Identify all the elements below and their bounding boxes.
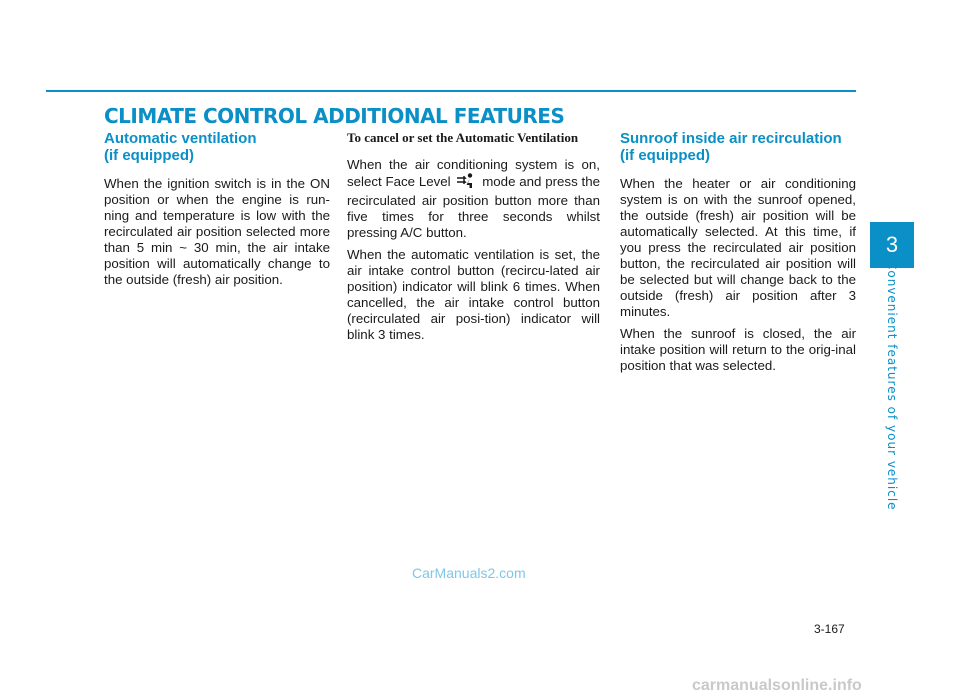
cancel-set-text-before-icon: When the air conditioning system is on, select Face Level xyxy=(347,157,600,189)
cancel-set-paragraph-2: When the automatic ventilation is set, the air intake control button (recircu-lated air position) indicator will blink 6 times. When cancelled, the air intake control button (recirculated air posi-tion) indicator will blink 3 times. xyxy=(347,247,600,342)
sunroof-paragraph-1: When the heater or air conditioning system is on with the sunroof opened, the outside (fresh) air position will be automatically selected. At this time, if you press the recirculated air position button, the recirculated air position will be selected but will change back to the outside (fresh) air position after 3 minutes. xyxy=(620,176,856,319)
automatic-ventilation-heading xyxy=(104,130,330,164)
face-level-mode-icon xyxy=(456,173,476,193)
column-automatic-ventilation xyxy=(104,130,330,294)
chapter-number: 3 xyxy=(885,232,899,257)
column-cancel-set xyxy=(347,130,600,349)
sunroof-heading-line2: (if equipped) xyxy=(620,147,710,164)
cancel-set-text-after-icon: mode and press the recirculated air position button more than five times for three seconds whilst pressing A/C button. xyxy=(347,174,600,240)
chapter-label-container xyxy=(870,261,914,511)
cancel-set-heading: To cancel or set the Automatic Ventilation xyxy=(347,130,579,145)
automatic-ventilation-heading-line1: Automatic ventilation xyxy=(104,130,257,147)
column-sunroof xyxy=(620,130,856,380)
cancel-set-paragraph-1 xyxy=(347,157,600,241)
page-number: 3-167 xyxy=(814,622,845,636)
automatic-ventilation-heading-line2: (if equipped) xyxy=(104,147,194,164)
sunroof-paragraph-2: When the sunroof is closed, the air intake position will return to the orig-inal position that was selected. xyxy=(620,326,856,373)
automatic-ventilation-paragraph: When the ignition switch is in the ON position or when the engine is run-ning and temperature is low with the recirculated air position selected more than 5 min ~ 30 min, the air intake position will automatically change to the outside (fresh) air position. xyxy=(104,176,330,287)
top-rule xyxy=(46,90,856,92)
section-title: CLIMATE CONTROL ADDITIONAL FEATURES xyxy=(104,104,565,128)
sunroof-heading xyxy=(620,130,856,164)
footer-watermark: carmanualsonline.info xyxy=(692,677,862,694)
sunroof-heading-line1: Sunroof inside air recirculation xyxy=(620,130,842,147)
chapter-label: Convenient features of your vehicle xyxy=(885,261,899,511)
watermark-link[interactable]: CarManuals2.com xyxy=(412,565,526,581)
